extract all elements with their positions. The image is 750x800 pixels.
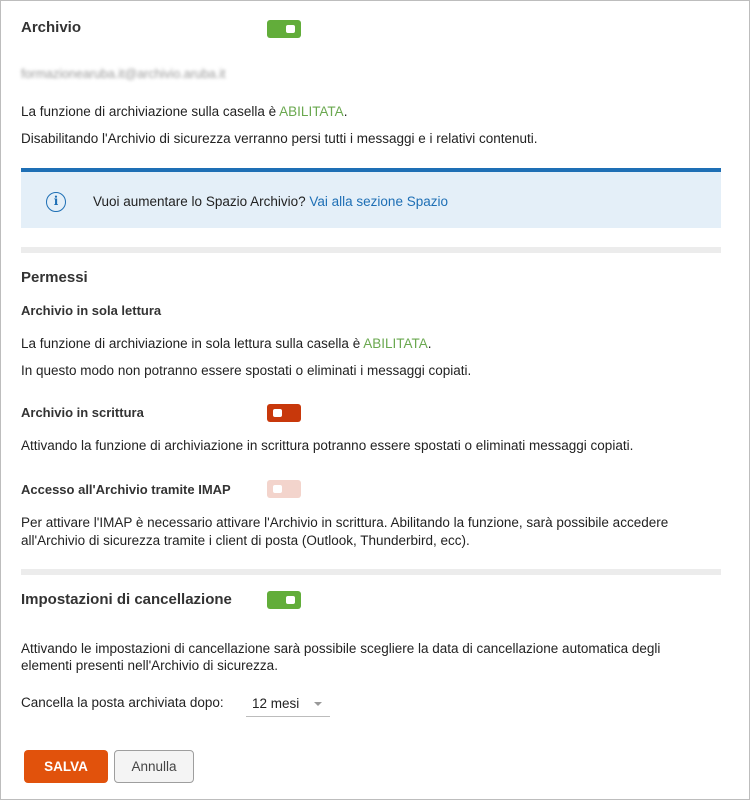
status-value: ABILITATA xyxy=(363,336,428,351)
sola-lettura-note: In questo modo non potranno essere spostati o eliminati i messaggi copiati. xyxy=(21,363,472,378)
retention-select-label: Cancella la posta archiviata dopo: xyxy=(21,695,224,710)
imap-toggle[interactable] xyxy=(267,480,301,498)
info-banner-message: Vuoi aumentare lo Spazio Archivio? xyxy=(93,194,310,209)
permessi-title: Permessi xyxy=(21,269,88,286)
toggle-knob xyxy=(286,25,295,33)
section-divider xyxy=(21,569,721,575)
status-prefix: La funzione di archiviazione in sola lettura sulla casella è xyxy=(21,336,364,351)
status-suffix: . xyxy=(427,336,432,351)
toggle-knob xyxy=(273,409,282,417)
status-value: ABILITATA xyxy=(279,104,344,119)
status-suffix: . xyxy=(343,104,348,119)
cancel-button[interactable]: Annulla xyxy=(114,750,194,783)
toggle-knob xyxy=(286,596,295,604)
cancellazione-toggle[interactable] xyxy=(267,591,301,609)
sola-lettura-title: Archivio in sola lettura xyxy=(21,303,162,318)
archivio-warning: Disabilitando l'Archivio di sicurezza verranno persi tutti i messaggi e i relativi contenuti. xyxy=(21,131,538,146)
mailbox-email: formazionearuba.it@archivio.aruba.it xyxy=(21,67,226,81)
sola-lettura-status xyxy=(21,336,432,351)
archivio-title: Archivio xyxy=(21,19,82,36)
archivio-status xyxy=(21,104,347,119)
status-prefix: La funzione di archiviazione sulla casella è xyxy=(21,104,280,119)
section-divider xyxy=(21,247,721,253)
archivio-toggle[interactable] xyxy=(267,20,301,38)
retention-period-value: 12 mesi xyxy=(252,696,300,711)
scrittura-description: Attivando la funzione di archiviazione in scrittura potranno essere spostati o eliminati messaggi copiati. xyxy=(21,438,634,453)
imap-description-line2: all'Archivio di sicurezza tramite i client di posta (Outlook, Thunderbird, ecc). xyxy=(21,533,470,548)
info-icon: i xyxy=(46,192,66,212)
scrittura-toggle[interactable] xyxy=(267,404,301,422)
info-banner-text xyxy=(93,194,448,209)
scrittura-title: Archivio in scrittura xyxy=(21,405,144,420)
cancellazione-title: Impostazioni di cancellazione xyxy=(21,591,232,608)
imap-description-line1: Per attivare l'IMAP è necessario attivare l'Archivio in scrittura. Abilitando la funzione, sarà possibile accedere xyxy=(21,515,669,530)
cancellazione-description-line1: Attivando le impostazioni di cancellazione sarà possibile scegliere la data di cancellazione automatica degli xyxy=(21,641,661,656)
chevron-down-icon xyxy=(314,702,322,706)
toggle-knob xyxy=(273,485,282,493)
save-button[interactable]: SALVA xyxy=(24,750,108,783)
cancellazione-description-line2: elementi presenti nell'Archivio di sicurezza. xyxy=(21,658,278,673)
spazio-section-link[interactable]: Vai alla sezione Spazio xyxy=(309,194,448,209)
retention-period-select[interactable] xyxy=(246,691,330,717)
imap-title: Accesso all'Archivio tramite IMAP xyxy=(21,482,231,497)
info-banner xyxy=(21,168,721,228)
